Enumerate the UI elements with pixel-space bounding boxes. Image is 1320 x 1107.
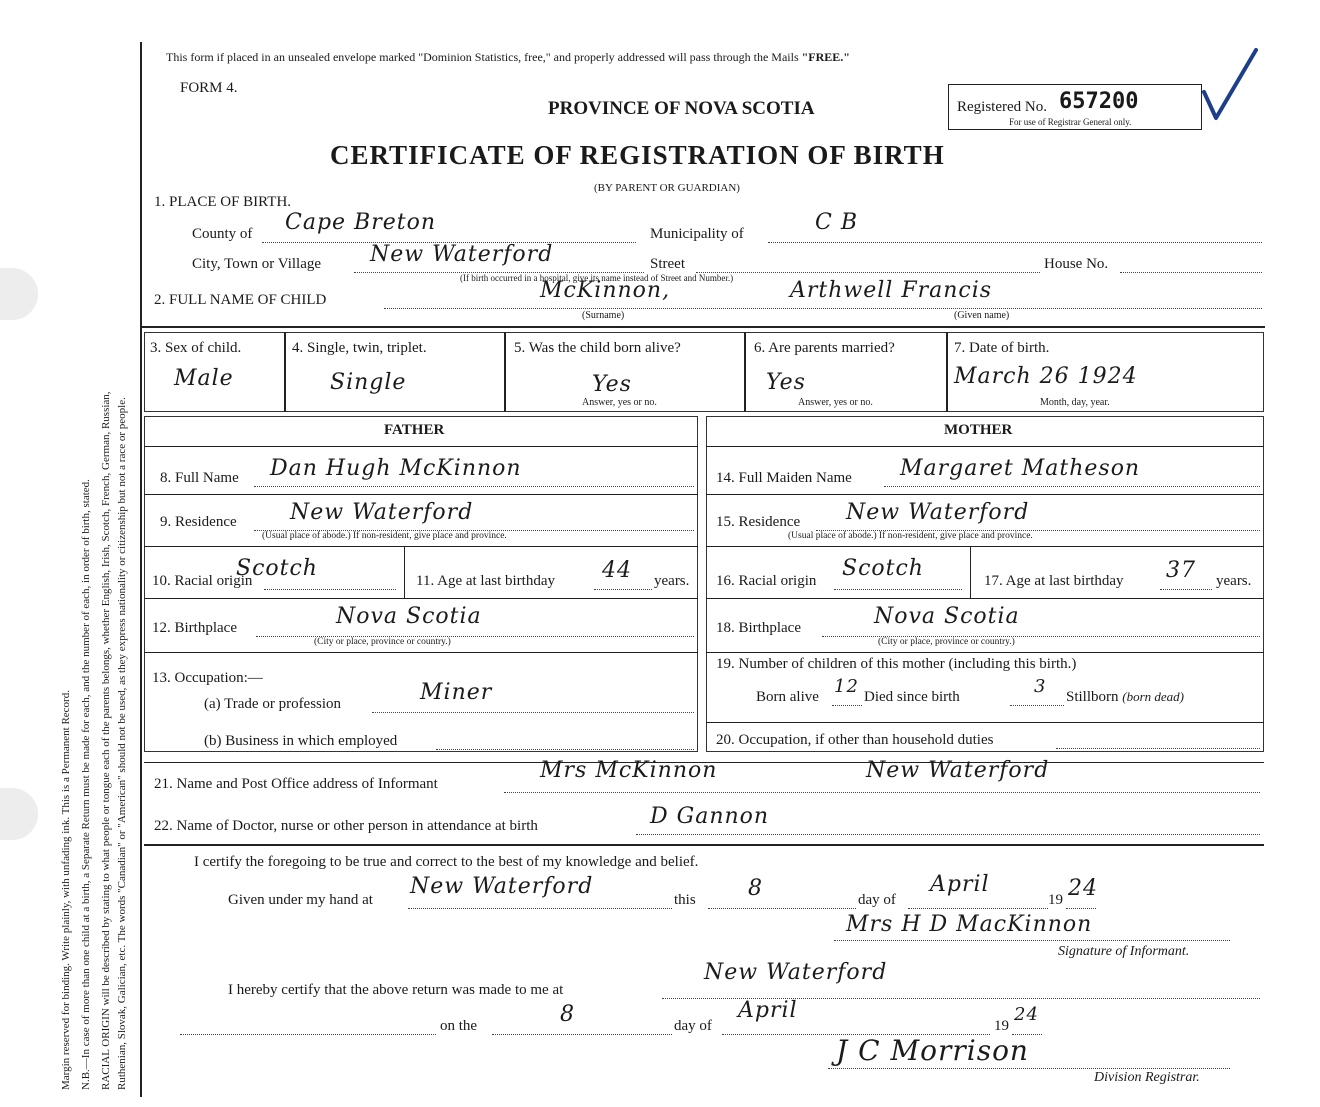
day-value: 8 <box>748 876 763 901</box>
mother-name-line <box>884 486 1260 487</box>
father-name-line <box>254 486 694 487</box>
registered-label: Registered No. <box>957 99 1047 115</box>
registrar-year-value: 24 <box>1014 1004 1039 1025</box>
city-value: New Waterford <box>370 242 554 267</box>
divider <box>144 546 698 547</box>
mother-residence-value: New Waterford <box>846 500 1030 525</box>
divider <box>284 332 286 412</box>
born-alive-label: 5. Was the child born alive? <box>514 340 681 356</box>
doctor-value: D Gannon <box>650 804 770 829</box>
given-under-hand-label: Given under my hand at <box>228 892 373 908</box>
binding-hole <box>0 788 38 840</box>
plurality-value: Single <box>330 370 407 395</box>
mother-birthplace-caption: (City or place, province or country.) <box>878 637 1015 647</box>
registrar-day-line <box>492 1034 672 1035</box>
checkmark-icon <box>1200 46 1260 126</box>
divider <box>706 446 1264 447</box>
certificate-title: CERTIFICATE OF REGISTRATION OF BIRTH <box>330 140 945 170</box>
father-trade-label: (a) Trade or profession <box>204 696 342 712</box>
house-number-line <box>1120 272 1262 273</box>
registration-box <box>948 84 1202 130</box>
this-label: this <box>674 892 696 908</box>
given-place-line <box>408 908 672 909</box>
divider <box>706 598 1264 599</box>
father-business-label: (b) Business in which employed <box>204 733 398 749</box>
child-given-name: Arthwell Francis <box>790 278 993 303</box>
registrar-place-value: New Waterford <box>704 960 888 985</box>
mail-notice: This form if placed in an unsealed envelope marked "Dominion Statistics, free," and properly addressed will pass through the Mails "FREE." <box>166 50 850 64</box>
born-alive-count-line <box>832 705 862 706</box>
date-of-birth-label: 7. Date of birth. <box>954 340 1050 356</box>
place-of-birth-label: 1. PLACE OF BIRTH. <box>154 194 292 210</box>
hospital-note: (If birth occurred in a hospital, give its name instead of Street and Number.) <box>460 273 734 283</box>
father-racial-label: 10. Racial origin <box>152 573 253 589</box>
divider <box>970 546 971 598</box>
divider <box>144 598 698 599</box>
mother-racial-value: Scotch <box>842 556 924 581</box>
binding-hole <box>0 268 38 320</box>
doctor-line <box>636 834 1260 835</box>
father-trade-value: Miner <box>420 680 493 705</box>
father-residence-caption: (Usual place of abode.) If non-resident, give place and province. <box>262 531 507 541</box>
parents-married-caption: Answer, yes or no. <box>798 397 873 408</box>
form-number: FORM 4. <box>180 80 238 96</box>
day-of-label: day of <box>858 892 896 908</box>
divider <box>404 546 405 598</box>
mother-occupation-line <box>1056 748 1260 749</box>
street-label: Street <box>650 256 685 272</box>
registered-number: 657200 <box>1059 89 1139 114</box>
sex-value: Male <box>174 366 234 391</box>
street-line <box>696 272 1040 273</box>
father-age-value: 44 <box>602 558 632 583</box>
born-alive-count-value: 12 <box>834 676 859 697</box>
municipality-line <box>768 242 1262 243</box>
father-residence-label: 9. Residence <box>160 514 237 530</box>
date-of-birth-caption: Month, day, year. <box>1040 397 1110 408</box>
died-since-birth-label: Died since birth <box>864 689 960 705</box>
mother-occupation-label: 20. Occupation, if other than household duties <box>716 732 994 748</box>
plurality-label: 4. Single, twin, triplet. <box>292 340 427 356</box>
father-age-label: 11. Age at last birthday <box>416 573 555 589</box>
margin-note: Ruthenian, Slovak, Galician, etc. The words "Canadian" or "American" should not be used, as they express nationality or citizenship but not a race or people. <box>116 397 128 1090</box>
province-heading: PROVINCE OF NOVA SCOTIA <box>548 98 815 119</box>
father-trade-line <box>372 712 694 713</box>
registrar-prefix-line <box>180 1034 436 1035</box>
year-value: 24 <box>1068 876 1098 901</box>
month-value: April <box>930 872 990 897</box>
form-left-border <box>140 42 142 1097</box>
doctor-label: 22. Name of Doctor, nurse or other person in attendance at birth <box>154 818 538 834</box>
divider <box>144 844 1264 846</box>
stillborn-label: Stillborn (born dead) <box>1066 689 1185 705</box>
registrar-statement: I hereby certify that the above return was made to me at <box>228 982 564 998</box>
municipality-label: Municipality of <box>650 226 744 242</box>
on-the-label: on the <box>440 1018 478 1034</box>
month-line <box>908 908 1048 909</box>
died-since-birth-line <box>1010 705 1064 706</box>
certify-statement: I certify the foregoing to be true and correct to the best of my knowledge and belief. <box>194 854 699 870</box>
mother-age-label: 17. Age at last birthday <box>984 573 1124 589</box>
divider <box>706 652 1264 653</box>
given-name-caption: (Given name) <box>954 310 1010 321</box>
mother-racial-label: 16. Racial origin <box>716 573 817 589</box>
registrar-month-value: April <box>738 998 798 1023</box>
mother-residence-label: 15. Residence <box>716 514 801 530</box>
margin-note: RACIAL ORIGIN will be described by stating to what people or tongue each of the parents belongs, whether English, Irish, Scotch, French, German, Russian, <box>100 391 112 1090</box>
father-birthplace-value: Nova Scotia <box>336 604 482 629</box>
father-birthplace-label: 12. Birthplace <box>152 620 237 636</box>
divider <box>140 326 1265 328</box>
mother-residence-caption: (Usual place of abode.) If non-resident, give place and province. <box>788 531 1033 541</box>
registrar-day-value: 8 <box>560 1002 575 1027</box>
surname-caption: (Surname) <box>582 310 625 321</box>
given-place-value: New Waterford <box>410 874 594 899</box>
informant-address-value: New Waterford <box>866 758 1050 783</box>
mother-heading: MOTHER <box>944 422 1013 438</box>
registrar-year-prefix: 19 <box>994 1018 1009 1034</box>
margin-note: Margin reserved for binding. Write plainly, with unfading ink. This is a Permanent Record. <box>60 690 72 1090</box>
divider <box>144 446 698 447</box>
informant-name-value: Mrs McKinnon <box>540 758 718 783</box>
father-residence-value: New Waterford <box>290 500 474 525</box>
child-name-label: 2. FULL NAME OF CHILD <box>154 292 327 308</box>
margin-note: N.B.—In case of more than one child at a birth, a Separate Return must be made for each, and the number of each, in order of birth, stated. <box>80 479 92 1090</box>
born-alive-caption: Answer, yes or no. <box>582 397 657 408</box>
informant-signature: Mrs H D MacKinnon <box>846 912 1093 937</box>
house-number-label: House No. <box>1044 256 1109 272</box>
divider <box>706 546 1264 547</box>
registrar-signature: J C Morrison <box>836 1034 1029 1067</box>
mother-children-label: 19. Number of children of this mother (including this birth.) <box>716 656 1077 672</box>
parents-married-label: 6. Are parents married? <box>754 340 895 356</box>
father-racial-value: Scotch <box>236 556 318 581</box>
born-alive-count-label: Born alive <box>756 689 819 705</box>
informant-label: 21. Name and Post Office address of Informant <box>154 776 438 792</box>
father-racial-line <box>264 589 396 590</box>
parents-married-value: Yes <box>766 370 806 395</box>
day-line <box>708 908 856 909</box>
registrar-note: For use of Registrar General only. <box>1009 117 1132 127</box>
mother-birthplace-value: Nova Scotia <box>874 604 1020 629</box>
municipality-value: C B <box>815 210 858 235</box>
father-age-suffix: years. <box>654 573 690 589</box>
father-birthplace-caption: (City or place, province or country.) <box>314 637 451 647</box>
registrar-day-of-label: day of <box>674 1018 712 1034</box>
mother-racial-line <box>834 589 962 590</box>
informant-signature-line <box>834 940 1230 941</box>
sex-label: 3. Sex of child. <box>150 340 242 356</box>
city-label: City, Town or Village <box>192 256 322 272</box>
divider <box>144 652 698 653</box>
divider <box>144 494 698 495</box>
father-heading: FATHER <box>384 422 445 438</box>
divider <box>706 722 1264 723</box>
mother-age-line <box>1160 589 1212 590</box>
divider <box>504 332 506 412</box>
informant-line <box>504 792 1260 793</box>
child-surname: McKinnon, <box>540 278 671 303</box>
father-occupation-label: 13. Occupation:— <box>152 670 263 686</box>
registrar-signature-line <box>828 1068 1230 1069</box>
father-age-line <box>594 589 652 590</box>
year-line <box>1066 908 1096 909</box>
informant-signature-caption: Signature of Informant. <box>1058 944 1190 959</box>
father-business-line <box>436 749 694 750</box>
county-label: County of <box>192 226 253 242</box>
registrar-caption: Division Registrar. <box>1094 1070 1200 1085</box>
child-name-line <box>384 308 1262 309</box>
mother-name-label: 14. Full Maiden Name <box>716 470 852 486</box>
certificate-subtitle: (BY PARENT OR GUARDIAN) <box>594 182 740 194</box>
born-alive-value: Yes <box>592 372 632 397</box>
county-value: Cape Breton <box>285 210 437 235</box>
divider <box>946 332 948 412</box>
father-name-label: 8. Full Name <box>160 470 239 486</box>
divider <box>706 494 1264 495</box>
year-prefix: 19 <box>1048 892 1063 908</box>
mother-age-value: 37 <box>1166 558 1196 583</box>
mother-age-suffix: years. <box>1216 573 1252 589</box>
mother-name-value: Margaret Matheson <box>900 456 1141 481</box>
date-of-birth-value: March 26 1924 <box>954 364 1138 389</box>
divider <box>744 332 746 412</box>
mother-birthplace-label: 18. Birthplace <box>716 620 801 636</box>
died-since-birth-value: 3 <box>1034 676 1047 697</box>
father-name-value: Dan Hugh McKinnon <box>270 456 522 481</box>
